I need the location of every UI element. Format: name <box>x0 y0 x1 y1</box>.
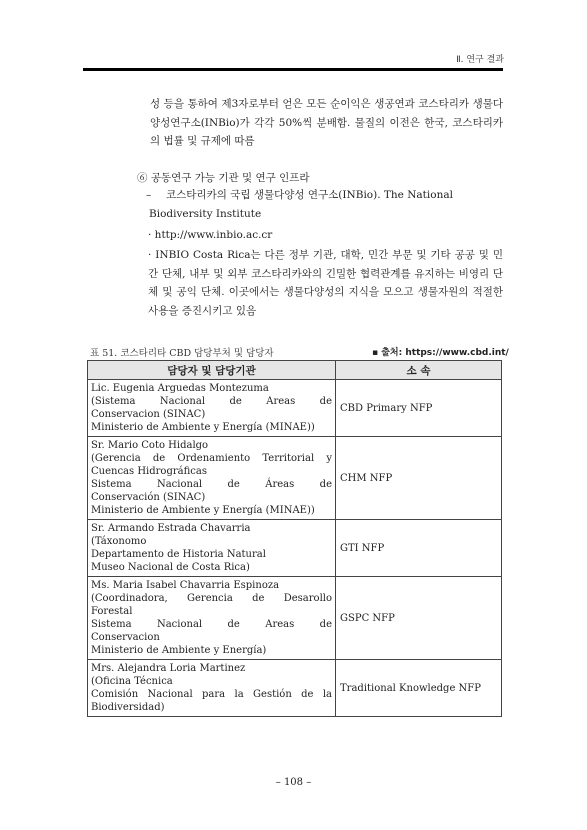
contact-line: Cuencas Hidrográficas <box>91 466 207 477</box>
contact-line: Sr. Mario Coto Hidalgo <box>91 440 209 451</box>
page-number: – 108 – <box>275 777 312 788</box>
contact-line: Conservación (SINAC) <box>91 492 206 503</box>
contact-line: Lic. Eugenia Arguedas Montezuma <box>91 383 269 394</box>
contact-line: Departamento de Historia Natural <box>91 549 266 560</box>
contact-line: (Gerencia de Ordenamiento Territorial y <box>91 453 332 464</box>
table-body <box>88 380 502 717</box>
contact-line: (Coordinadora, Gerencia de Desarollo <box>91 593 332 604</box>
table-source: ▪ 출처: https://www.cbd.int/ <box>372 348 509 358</box>
table-row <box>88 380 502 437</box>
contact-line: Ministerio de Ambiente y Energía) <box>91 645 267 656</box>
contact-line: Comisión Nacional para la Gestión de la <box>91 689 332 700</box>
contact-line: Sistema Nacional de Áreas de <box>91 479 332 490</box>
contact-line: Ms. Maria Isabel Chavarria Espinoza <box>91 580 280 591</box>
bullet-description: · INBIO Costa Rica는 다른 정부 기관, 대학, 민간 부문 및 기타 공공 및 민간 단체, 내부 및 외부 코스타리카와의 긴밀한 협력관계를 유지하는 비영리 단체 및 공익 단체. 이곳에서는 생물다양성의 지식을 모으고 생물자원의 적절한 사용을 증진시키고 있음 <box>148 249 503 317</box>
section-heading: ⑥ 공동연구 가능 기관 및 연구 인프라 <box>137 172 310 184</box>
table-row <box>88 577 502 660</box>
contact-line: (Táxonomo <box>91 536 147 547</box>
bullet-url: · http://www.inbio.ac.cr <box>148 229 273 241</box>
contact-line: (Oficina Técnica <box>91 676 173 687</box>
contact-line: Forestal <box>91 606 133 617</box>
contact-cell <box>88 660 336 717</box>
affiliation-cell: GSPC NFP <box>336 577 502 660</box>
contact-cell <box>88 577 336 660</box>
table-header-row <box>88 361 502 380</box>
table-row <box>88 437 502 520</box>
table-row <box>88 660 502 717</box>
contact-line: Ministerio de Ambiente y Energía (MINAE)) <box>91 422 315 433</box>
table-caption: 표 51. 코스타리타 CBD 담당부처 및 담당자 <box>90 348 274 359</box>
affiliation-cell: Traditional Knowledge NFP <box>336 660 502 717</box>
contact-line: (Sistema Nacional de Areas de <box>91 396 332 407</box>
contact-line: Sr. Armando Estrada Chavarria <box>91 523 251 534</box>
dash-marker: – <box>146 189 152 201</box>
contacts-table <box>87 360 502 717</box>
affiliation-cell: CBD Primary NFP <box>336 380 502 437</box>
table-row <box>88 520 502 577</box>
header-rule <box>83 68 503 71</box>
contact-line: Ministerio de Ambiente y Energía (MINAE)) <box>91 505 315 516</box>
affiliation-cell: CHM NFP <box>336 437 502 520</box>
contact-line: Mrs. Alejandra Loria Martinez <box>91 663 246 674</box>
contact-line: Conservacion <box>91 632 160 643</box>
dash-item <box>146 186 503 223</box>
column-header-affiliation: 소 속 <box>336 361 502 380</box>
contact-line: Sistema Nacional de Areas de <box>91 619 332 630</box>
contact-line: Conservacion (SINAC) <box>91 409 206 420</box>
dash-item-line1: 코스타리카의 국립 생물다양성 연구소(INBio). The National <box>166 189 453 201</box>
contact-line: Museo Nacional de Costa Rica) <box>91 562 250 573</box>
contact-cell <box>88 437 336 520</box>
contact-cell <box>88 380 336 437</box>
dash-item-line2: Biodiversity Institute <box>149 207 262 220</box>
chapter-header: Ⅱ. 연구 결과 <box>456 55 504 65</box>
affiliation-cell: GTI NFP <box>336 520 502 577</box>
column-header-contact: 담당자 및 담당기관 <box>88 361 336 380</box>
intro-paragraph: 성 등을 통하여 제3자로부터 얻은 모든 순이익은 생공연과 코스타리카 생물다양성연구소(INBio)가 각각 50%씩 분배함. 물질의 이전은 한국, 코스타리카의 법률 및 규제에 따름 <box>150 98 503 147</box>
contact-cell <box>88 520 336 577</box>
contact-line: Biodiversidad) <box>91 702 165 713</box>
